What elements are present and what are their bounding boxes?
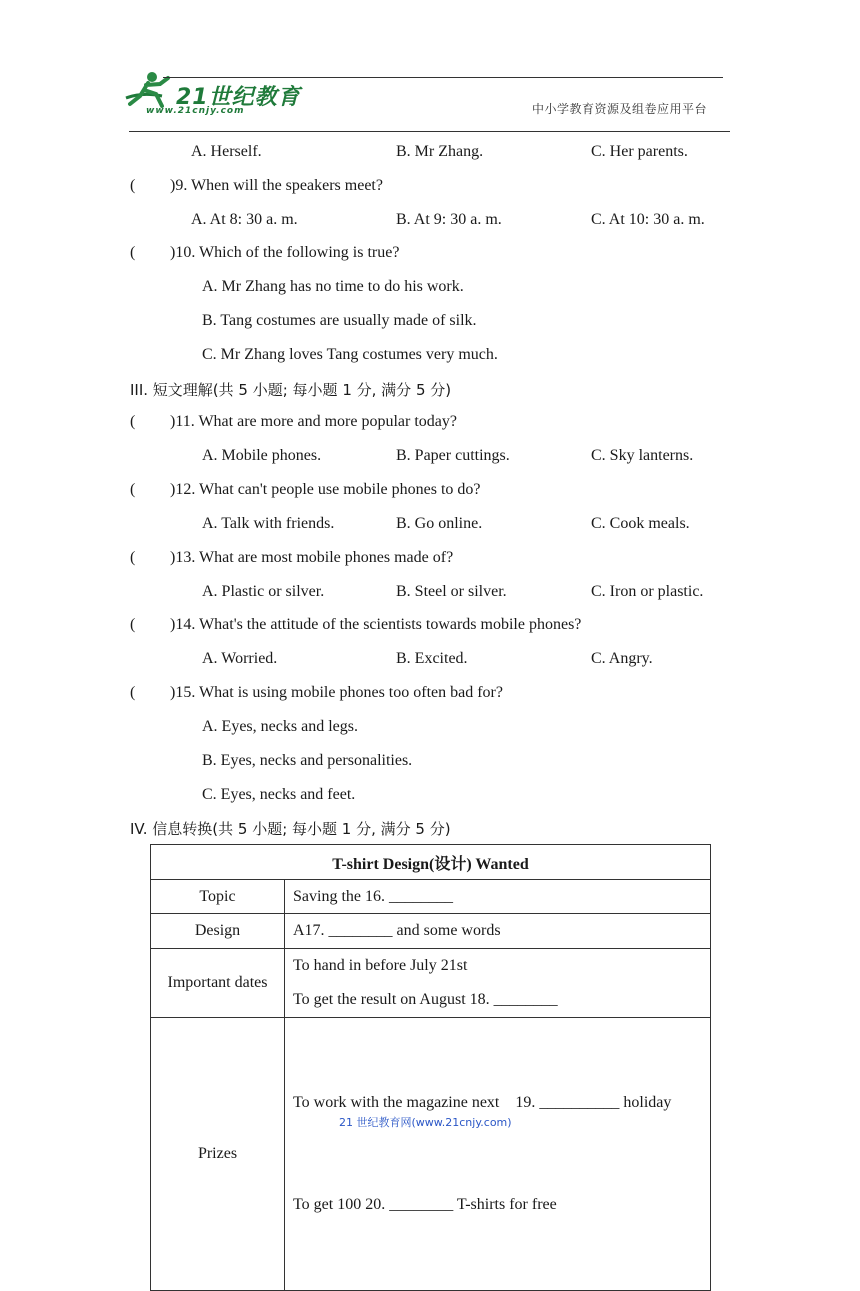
q14-paren: ( (130, 616, 136, 633)
tshirt-design-table (150, 844, 711, 1291)
row-label-topic: Topic (151, 880, 285, 914)
row-label-prizes: Prizes (151, 1018, 285, 1291)
table-title: T-shirt Design(设计) Wanted (151, 845, 711, 880)
q10-question: )10. Which of the following is true? (170, 244, 400, 261)
dates-line-2: To get the result on August 18. ________ (293, 991, 558, 1008)
q14-option-a: A. Worried. (202, 650, 278, 667)
prizes-line-1: To work with the magazine next 19. __________ holiday (293, 1094, 672, 1111)
row-label-dates: Important dates (151, 949, 285, 1018)
q12-option-b: B. Go online. (396, 515, 483, 532)
q11-paren: ( (130, 413, 136, 430)
table-row (151, 1018, 711, 1291)
row-value-dates (285, 949, 711, 1018)
q12-option-c: C. Cook meals. (591, 515, 690, 532)
q12-question: )12. What can't people use mobile phones to do? (170, 481, 481, 498)
q9-question: )9. When will the speakers meet? (170, 177, 383, 194)
row-label-design: Design (151, 914, 285, 949)
row-value-prizes (285, 1018, 711, 1291)
table-row (151, 914, 711, 949)
q14-option-b: B. Excited. (396, 650, 468, 667)
q13-question: )13. What are most mobile phones made of? (170, 549, 454, 566)
row-value-topic: Saving the 16. ________ (285, 880, 711, 914)
q9-option-b: B. At 9: 30 a. m. (396, 211, 502, 228)
q10-option-c: C. Mr Zhang loves Tang costumes very much. (202, 346, 498, 363)
logo-title: 21世纪教育 (176, 85, 301, 110)
table-row (151, 949, 711, 1018)
q11-option-c: C. Sky lanterns. (591, 447, 694, 464)
q13-option-b: B. Steel or silver. (396, 583, 507, 600)
q15-option-b: B. Eyes, necks and personalities. (202, 752, 413, 769)
footer-link[interactable]: 21 世纪教育网(www.21cnjy.com) (339, 1116, 512, 1129)
prizes-line-2: To get 100 20. ________ T-shirts for free (293, 1196, 557, 1213)
table-title-row (151, 845, 711, 880)
q15-option-c: C. Eyes, necks and feet. (202, 786, 356, 803)
q13-option-a: A. Plastic or silver. (202, 583, 325, 600)
q15-paren: ( (130, 684, 136, 701)
q8-option-a: A. Herself. (191, 143, 262, 160)
q12-paren: ( (130, 481, 136, 498)
row-value-design: A17. ________ and some words (285, 914, 711, 949)
q14-question: )14. What's the attitude of the scientists towards mobile phones? (170, 616, 582, 633)
platform-name: 中小学教育资源及组卷应用平台 (532, 102, 708, 116)
table-row (151, 880, 711, 914)
q10-option-b: B. Tang costumes are usually made of silk. (202, 312, 477, 329)
dates-line-1: To hand in before July 21st (293, 957, 468, 974)
q11-question: )11. What are more and more popular today? (170, 413, 457, 430)
q13-option-c: C. Iron or plastic. (591, 583, 704, 600)
section-4-heading: IV. 信息转换(共 5 小题; 每小题 1 分, 满分 5 分) (130, 820, 451, 838)
q15-question: )15. What is using mobile phones too often bad for? (170, 684, 503, 701)
section-3-heading: III. 短文理解(共 5 小题; 每小题 1 分, 满分 5 分) (130, 381, 452, 399)
q10-paren: ( (130, 244, 136, 261)
q12-option-a: A. Talk with friends. (202, 515, 335, 532)
q11-option-a: A. Mobile phones. (202, 447, 322, 464)
q11-option-b: B. Paper cuttings. (396, 447, 510, 464)
header-bottom-rule (129, 131, 730, 132)
q15-option-a: A. Eyes, necks and legs. (202, 718, 358, 735)
q9-option-c: C. At 10: 30 a. m. (591, 211, 705, 228)
q14-option-c: C. Angry. (591, 650, 653, 667)
q9-paren: ( (130, 177, 136, 194)
q13-paren: ( (130, 549, 136, 566)
header-top-rule (163, 77, 723, 78)
q9-option-a: A. At 8: 30 a. m. (191, 211, 298, 228)
logo-url: www.21cnjy.com (146, 106, 245, 116)
q8-option-b: B. Mr Zhang. (396, 143, 484, 160)
q10-option-a: A. Mr Zhang has no time to do his work. (202, 278, 464, 295)
q8-option-c: C. Her parents. (591, 143, 688, 160)
